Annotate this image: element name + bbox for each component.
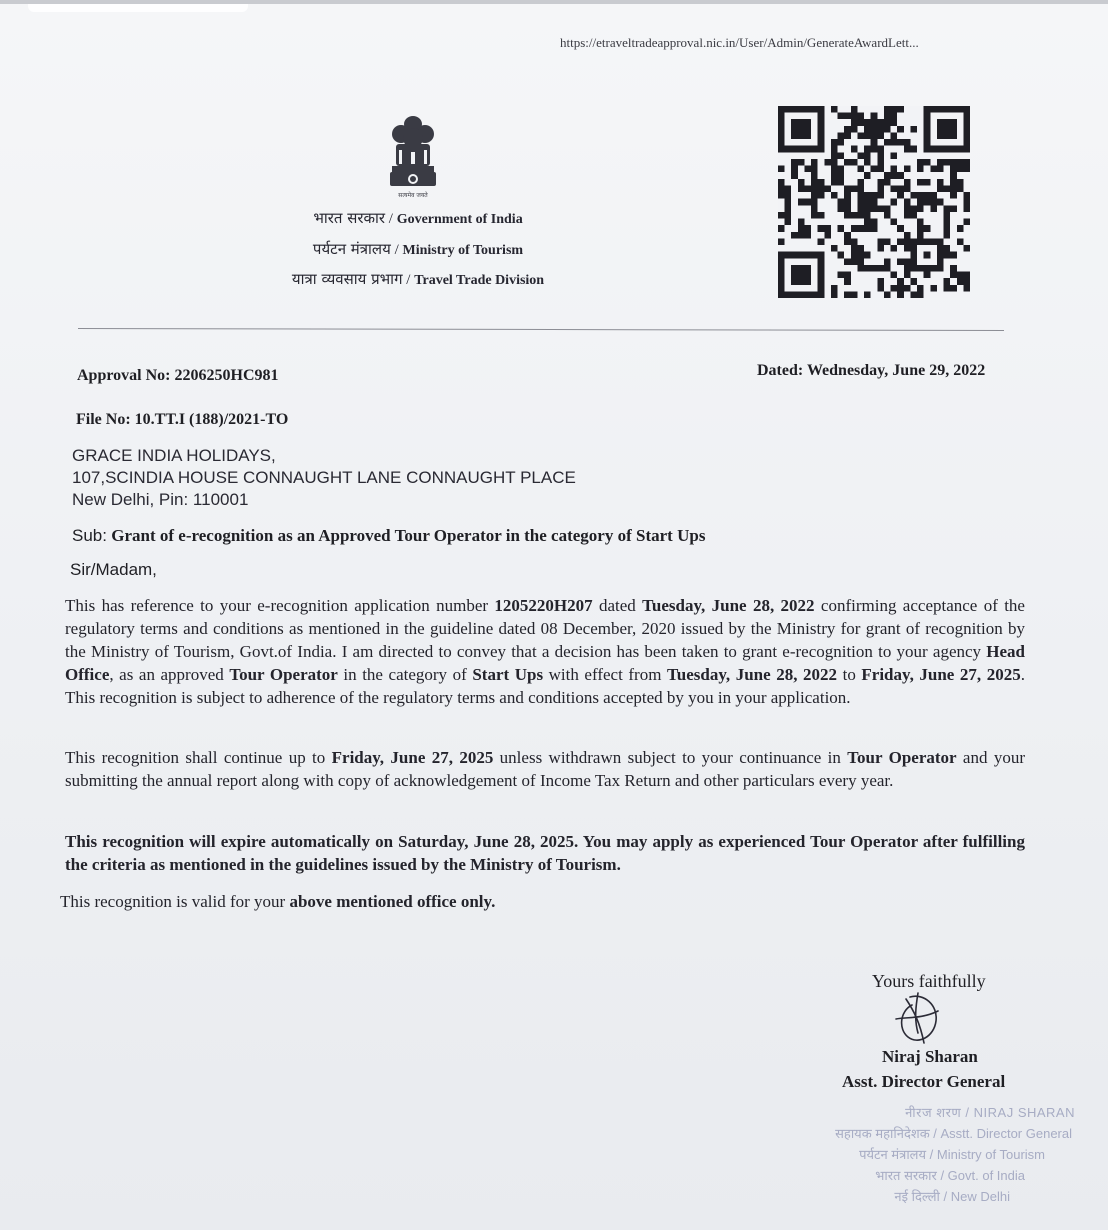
text-run: This recognition is valid for your xyxy=(60,892,290,911)
approval-label: Approval No: xyxy=(77,367,171,384)
subject-text: Grant of e-recognition as an Approved Tour Operator in the category of Start Ups xyxy=(111,526,706,545)
date-label: Dated: xyxy=(757,362,804,379)
handwritten-signature-icon xyxy=(888,989,944,1055)
text-run: confirming acceptance of the regulatory terms and conditions as mentioned in the guideline dated 08 December, 2020 issued by the Ministry for grant of recognition by the Ministry of Tourism, Govt.of India. I am directed to convey that a decision has been taken to grant e-recognition to your agency xyxy=(65,596,1025,661)
stamp-line: नई दिल्ली / New Delhi xyxy=(894,1189,1010,1204)
addressee-name: GRACE INDIA HOLIDAYS, xyxy=(72,446,276,465)
effective-to: Friday, June 27, 2025 xyxy=(861,665,1021,684)
letter-date xyxy=(757,360,1017,382)
file-value: 10.TT.I (188)/2021-TO xyxy=(134,411,289,428)
addressee-block xyxy=(72,445,576,511)
text-run: and your submitting the annual report along with copy of acknowledgement of Income Tax Return and other particulars every year. xyxy=(65,748,1025,790)
stamp-line: भारत सरकार / Govt. of India xyxy=(875,1168,1025,1183)
stamp-line: नीरज शरण / NIRAJ SHARAN xyxy=(905,1105,1075,1120)
letterhead-hindi: भारत सरकार xyxy=(313,209,386,227)
text-run: in the category of xyxy=(337,665,473,684)
file-label: File No: xyxy=(76,411,131,428)
application-date: Tuesday, June 28, 2022 xyxy=(642,596,815,615)
letterhead-line-division xyxy=(228,265,608,296)
operator-role: Tour Operator xyxy=(847,748,957,767)
letterhead-english: Government of India xyxy=(396,212,523,227)
approval-value: 2206250HC981 xyxy=(174,367,279,384)
page-edge-highlight xyxy=(28,4,248,12)
body-paragraph-2 xyxy=(65,746,1025,792)
application-number: 1205220H207 xyxy=(494,596,593,615)
effective-from: Tuesday, June 28, 2022 xyxy=(666,665,838,684)
signatory-designation: Asst. Director General xyxy=(842,1072,1006,1091)
text-run-bold: above mentioned office only. xyxy=(289,892,496,911)
text-run: with effect from xyxy=(543,665,667,684)
category: Start Ups xyxy=(472,665,544,684)
national-emblem-icon xyxy=(382,112,444,200)
letterhead-sep: / xyxy=(385,211,397,227)
text-run: . This recognition is subject to adherence of the regulatory terms and conditions accepted by you in your application. xyxy=(65,665,1025,707)
text-run: to xyxy=(837,665,862,684)
file-number xyxy=(76,411,288,429)
letterhead-sep: / xyxy=(390,241,403,258)
letterhead-hindi: यात्रा व्यवसाय प्रभाग xyxy=(291,270,403,288)
emblem-motto: सत्यमेव जयते xyxy=(398,192,428,199)
operator-role: Tour Operator xyxy=(229,665,338,684)
stamp-line: सहायक महानिदेशक / Asstt. Director General xyxy=(835,1126,1072,1141)
body-paragraph-1 xyxy=(65,594,1025,709)
validity-note xyxy=(60,890,1020,913)
letterhead-line-government xyxy=(228,204,608,235)
text-run: This has reference to your e-recognition application number xyxy=(65,596,495,615)
stamp-line: पर्यटन मंत्रालय / Ministry of Tourism xyxy=(859,1147,1045,1162)
office-type: Head Office xyxy=(65,642,1025,684)
letterhead-hindi: पर्यटन मंत्रालय xyxy=(312,239,391,258)
signatory-name: Niraj Sharan xyxy=(882,1047,978,1066)
text-run: dated xyxy=(592,596,643,615)
subject-line xyxy=(72,526,705,546)
official-stamp xyxy=(800,1102,1075,1207)
print-url: https://etraveltradeapproval.nic.in/User/Admin/GenerateAwardLett... xyxy=(560,35,919,50)
addressee-street: 107,SCINDIA HOUSE CONNAUGHT LANE CONNAUGHT PLACE xyxy=(72,468,576,487)
letterhead-english: Ministry of Tourism xyxy=(402,242,524,258)
salutation: Sir/Madam, xyxy=(70,560,157,579)
letterhead-sep: / xyxy=(402,272,415,288)
subject-label: Sub: xyxy=(72,526,107,545)
expiry-notice: This recognition will expire automatically on Saturday, June 28, 2025. You may apply as experienced Tour Operator after fulfilling the criteria as mentioned in the guidelines issued by the Ministry of Tourism. xyxy=(65,832,1025,874)
letterhead-line-ministry xyxy=(228,235,608,266)
qr-code-icon xyxy=(768,106,980,298)
valid-until: Friday, June 27, 2025 xyxy=(331,748,494,767)
letterhead xyxy=(228,204,608,296)
text-run: This recognition shall continue up to xyxy=(65,748,332,767)
text-run: , as an approved xyxy=(109,665,230,684)
approval-number xyxy=(77,367,279,385)
closing: Yours faithfully xyxy=(872,971,986,991)
addressee-city: New Delhi, Pin: 110001 xyxy=(72,490,249,509)
letterhead-english: Travel Trade Division xyxy=(414,273,545,288)
date-value: Wednesday, June 29, 2022 xyxy=(806,362,986,379)
header-divider xyxy=(78,328,1004,331)
text-run: unless withdrawn subject to your continuance in xyxy=(493,748,848,767)
